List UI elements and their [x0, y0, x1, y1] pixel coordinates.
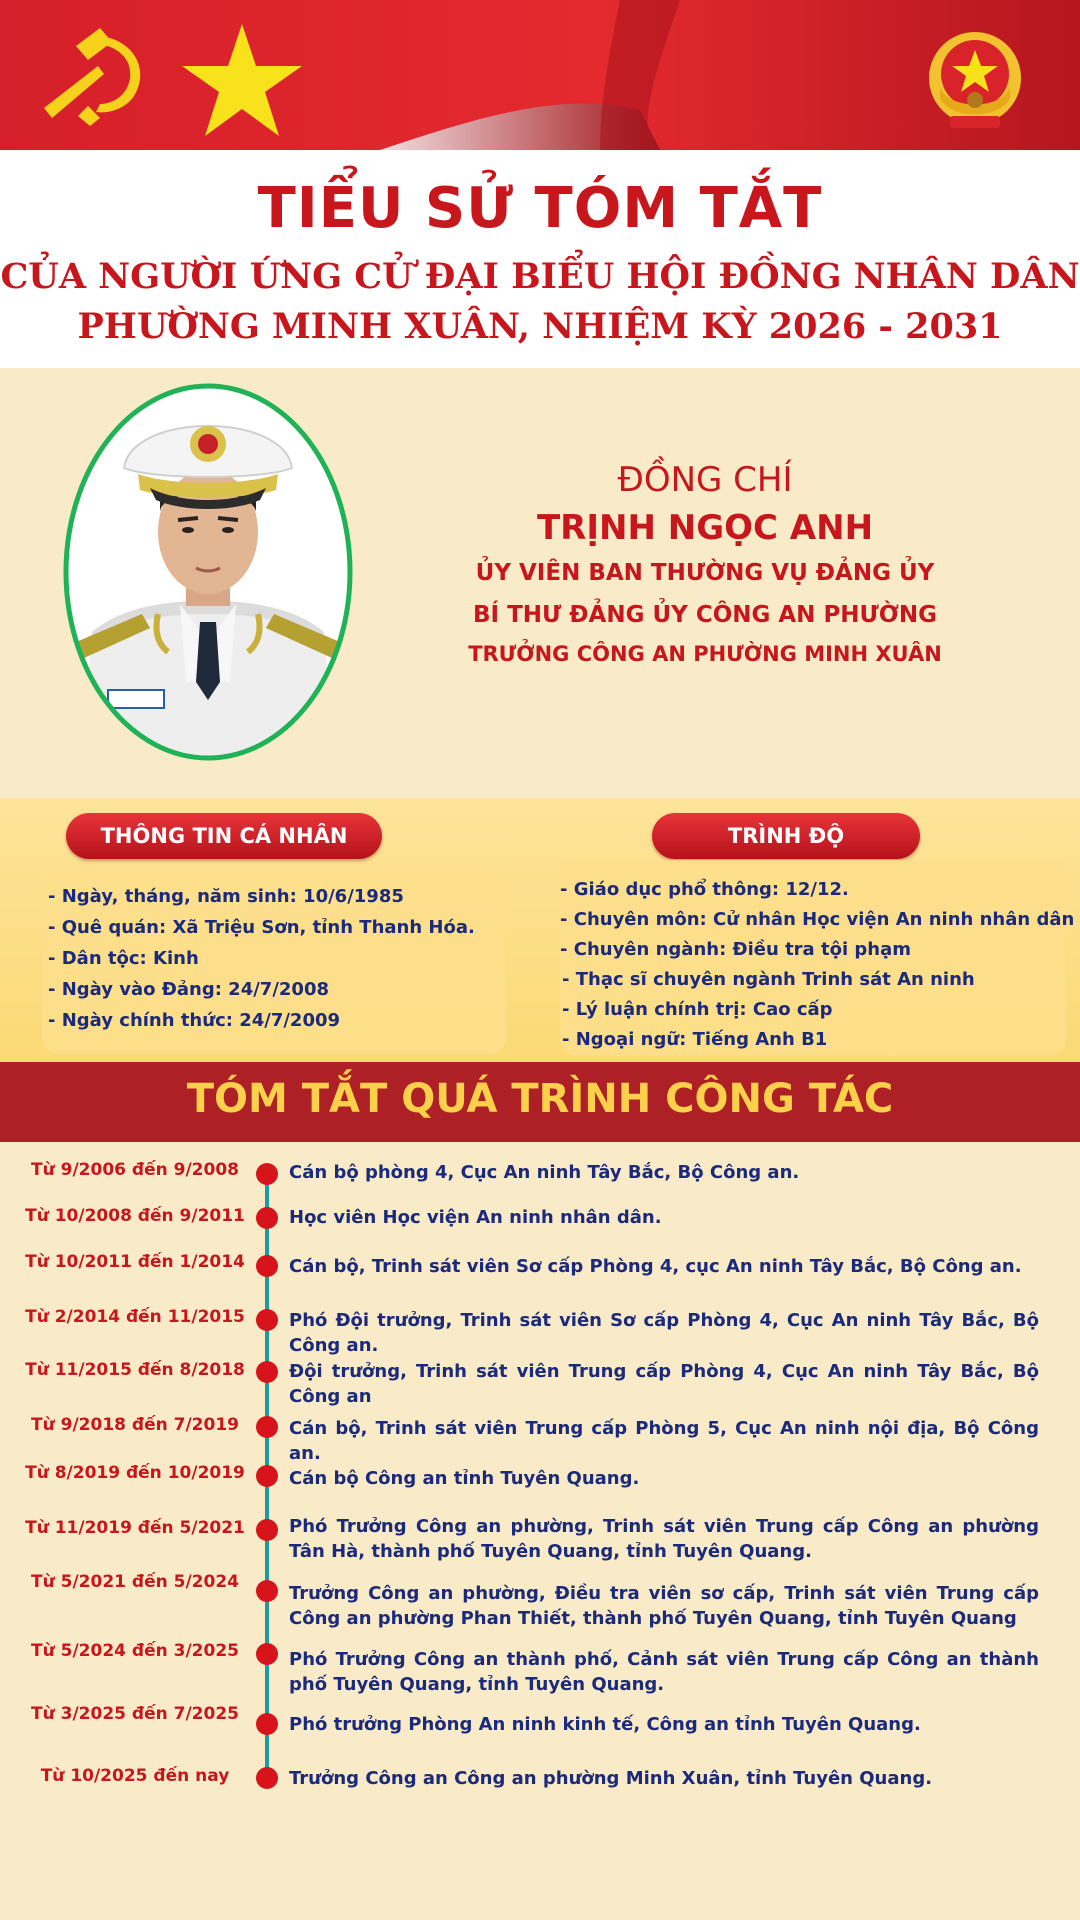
timeline-description: Phó Đội trưởng, Trinh sát viên Sơ cấp Phòng 4, Cục An ninh Tây Bắc, Bộ Công an.: [289, 1310, 1039, 1356]
timeline-description: Học viên Học viện An ninh nhân dân.: [289, 1207, 662, 1228]
timeline-period: Từ 9/2006 đến 9/2008: [31, 1160, 239, 1180]
timeline-period: Từ 10/2025 đến nay: [40, 1766, 230, 1786]
info-section: [0, 798, 1080, 1062]
work-summary-header: [0, 1062, 1080, 1142]
timeline-dot: [256, 1713, 278, 1735]
timeline-description: Phó trưởng Phòng An ninh kinh tế, Công an tỉnh Tuyên Quang.: [289, 1714, 921, 1735]
hammer-sickle-icon: [38, 26, 154, 126]
timeline-description: Trưởng Công an phường, Điều tra viên sơ cấp, Trinh sát viên Trung cấp Công an phường Phan Thiết, thành phố Tuyên Quang, tỉnh Tuyên Quang: [289, 1583, 1039, 1629]
timeline-dot: [256, 1416, 278, 1438]
page-title: TIỂU SỬ TÓM TẮT: [257, 176, 823, 241]
timeline-period: Từ 10/2008 đến 9/2011: [25, 1206, 245, 1226]
timeline-period: Từ 9/2018 đến 7/2019: [31, 1415, 239, 1435]
timeline-period: Từ 11/2019 đến 5/2021: [25, 1518, 245, 1538]
timeline-dot: [256, 1207, 278, 1229]
timeline-period: Từ 11/2015 đến 8/2018: [25, 1360, 245, 1380]
timeline-description: Cán bộ, Trinh sát viên Sơ cấp Phòng 4, cục An ninh Tây Bắc, Bộ Công an.: [289, 1256, 1022, 1277]
education-item: - Chuyên môn: Cử nhân Học viện An ninh nhân dân: [560, 909, 1075, 930]
timeline-period: Từ 2/2014 đến 11/2015: [25, 1307, 245, 1327]
timeline-period: Từ 8/2019 đến 10/2019: [25, 1463, 245, 1483]
timeline-dot: [256, 1309, 278, 1331]
timeline-dot: [256, 1255, 278, 1277]
timeline-dot: [256, 1643, 278, 1665]
timeline-period: Từ 5/2024 đến 3/2025: [31, 1641, 239, 1661]
personal-info-item: - Quê quán: Xã Triệu Sơn, tỉnh Thanh Hóa.: [48, 917, 475, 938]
timeline-description: Cán bộ phòng 4, Cục An ninh Tây Bắc, Bộ Công an.: [289, 1162, 800, 1183]
personal-info-item: - Ngày vào Đảng: 24/7/2008: [48, 979, 330, 1000]
banner-graphic: [0, 0, 1080, 150]
candidate-name: TRỊNH NGỌC ANH: [536, 508, 874, 548]
timeline-description: Đội trưởng, Trinh sát viên Trung cấp Phòng 4, Cục An ninh Tây Bắc, Bộ Công an: [289, 1361, 1039, 1407]
star-icon: [180, 24, 304, 136]
timeline-description: Cán bộ Công an tỉnh Tuyên Quang.: [289, 1468, 640, 1489]
personal-info-item: - Dân tộc: Kinh: [48, 948, 199, 969]
title-band: [0, 150, 1080, 368]
education-item: - Ngoại ngữ: Tiếng Anh B1: [562, 1029, 828, 1050]
education-item: - Lý luận chính trị: Cao cấp: [562, 999, 833, 1020]
education-item: - Thạc sĩ chuyên ngành Trinh sát An ninh: [562, 969, 975, 990]
role-line-1: ỦY VIÊN BAN THƯỜNG VỤ ĐẢNG ỦY: [475, 560, 935, 586]
timeline-period: Từ 5/2021 đến 5/2024: [31, 1572, 239, 1592]
timeline-period: Từ 10/2011 đến 1/2014: [25, 1252, 245, 1272]
timeline-description: Trưởng Công an Công an phường Minh Xuân, tỉnh Tuyên Quang.: [289, 1768, 933, 1789]
role-line-2: BÍ THƯ ĐẢNG ỦY CÔNG AN PHƯỜNG: [473, 602, 937, 628]
timeline-dot: [256, 1580, 278, 1602]
work-summary-title: TÓM TẮT QUÁ TRÌNH CÔNG TÁC: [186, 1076, 894, 1122]
page-subtitle: [0, 252, 1080, 352]
timeline-dot: [256, 1767, 278, 1789]
timeline-description: Phó Trưởng Công an thành phố, Cảnh sát viên Trung cấp Công an thành phố Tuyên Quang, tỉnh Tuyên Quang.: [289, 1649, 1039, 1695]
education-heading: TRÌNH ĐỘ: [652, 813, 920, 859]
personal-info-item: - Ngày chính thức: 24/7/2009: [48, 1010, 341, 1031]
timeline-dot: [256, 1361, 278, 1383]
subtitle-line-2: PHƯỜNG MINH XUÂN, NHIỆM KỲ 2026 - 2031: [77, 306, 1003, 347]
timeline-description: Cán bộ, Trinh sát viên Trung cấp Phòng 5, Cục An ninh nội địa, Bộ Công an.: [289, 1418, 1039, 1464]
role-line-3: TRƯỞNG CÔNG AN PHƯỜNG MINH XUÂN: [468, 642, 942, 666]
timeline-dot: [256, 1465, 278, 1487]
personal-info-heading: THÔNG TIN CÁ NHÂN: [66, 813, 382, 859]
timeline-dot: [256, 1519, 278, 1541]
profile-section: [0, 368, 1080, 798]
timeline-description: Phó Trưởng Công an phường, Trinh sát viên Trung cấp Công an phường Tân Hà, thành phố Tuyên Quang, tỉnh Tuyên Quang.: [289, 1516, 1039, 1562]
personal-info-item: - Ngày, tháng, năm sinh: 10/6/1985: [48, 886, 404, 907]
header-banner: [0, 0, 1080, 150]
timeline-period: Từ 3/2025 đến 7/2025: [31, 1704, 239, 1724]
national-emblem-icon: [920, 28, 1030, 138]
portrait-photo: [62, 382, 354, 762]
education-item: - Giáo dục phổ thông: 12/12.: [560, 879, 849, 900]
timeline-dot: [256, 1163, 278, 1185]
subtitle-line-1: CỦA NGƯỜI ỨNG CỬ ĐẠI BIỂU HỘI ĐỒNG NHÂN DÂN: [0, 256, 1080, 297]
education-item: - Chuyên ngành: Điều tra tội phạm: [560, 939, 911, 960]
honorific: ĐỒNG CHÍ: [617, 460, 793, 500]
